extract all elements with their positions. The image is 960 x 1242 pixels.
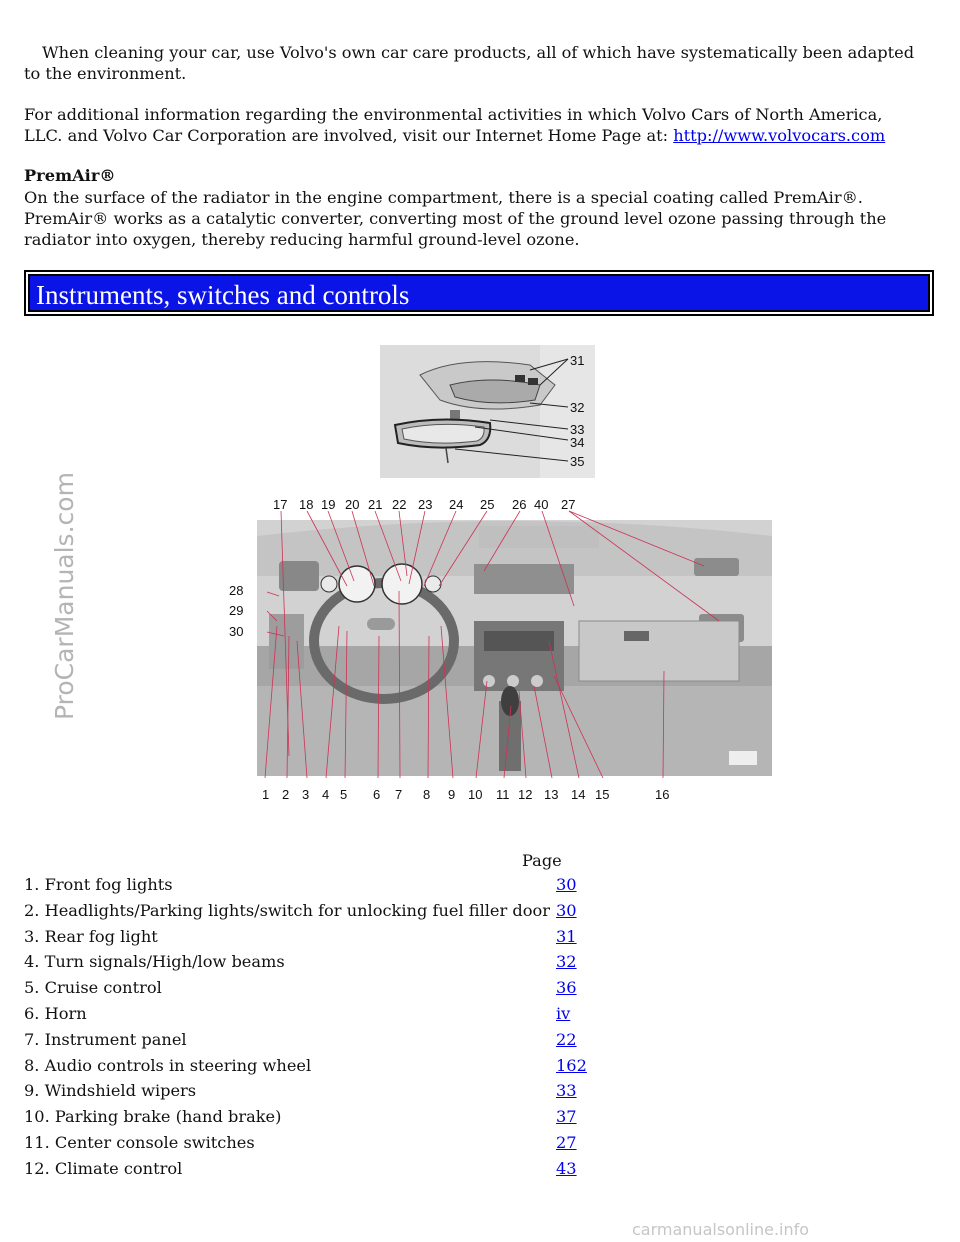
control-name: 4. Turn signals/High/low beams [24,952,285,972]
callout-34: 34 [570,435,585,450]
control-name: 6. Horn [24,1003,87,1023]
table-row [24,1029,587,1055]
page-link[interactable]: 32 [555,952,577,972]
table-row [24,1055,587,1081]
callout-27: 27 [561,497,576,512]
environment-info-paragraph [24,104,924,146]
watermark-procarmanuals: ProCarManuals.com [50,472,79,720]
page-link[interactable]: 31 [555,926,577,946]
premair-paragraph: On the surface of the radiator in the engine compartment, there is a special coating called PremAir®. PremAir® works as a catalytic converter, converting most of the ground level ozone passing through the radiator into oxygen, thereby reducing harmful ground-level ozone. [24,188,887,249]
callout-16: 16 [655,787,670,802]
control-name: 1. Front fog lights [24,875,173,894]
callout-21: 21 [368,497,383,512]
page-link[interactable]: 43 [555,1158,577,1178]
environment-info-text: For additional information regarding the environmental activities in which Volvo Cars of North America, LLC. and Volvo Car Corporation are involved, visit our Internet Home Page at: [24,105,883,145]
page-cell [556,951,587,977]
callout-30: 30 [229,624,244,639]
table-row [24,1080,587,1106]
callout-24: 24 [449,497,464,512]
page-cell [556,977,587,1003]
callout-4: 4 [322,787,330,802]
control-name: 5. Cruise control [24,978,162,998]
page-cell [556,1132,587,1158]
control-name: 11. Center console switches [24,1132,255,1152]
callout-17: 17 [273,497,288,512]
watermark-carmanualsonline: carmanualsonline.info [632,1220,810,1239]
page-cell [556,1080,587,1106]
callout-6: 6 [373,787,381,802]
callout-23: 23 [418,497,433,512]
control-name: 9. Windshield wipers [24,1081,197,1101]
page-cell [556,1029,587,1055]
callout-28: 28 [229,583,244,598]
page-link[interactable]: 30 [555,900,577,920]
callout-5: 5 [340,787,348,802]
page-cell [556,1106,587,1132]
table-row [24,874,587,900]
mirror-illustration [380,345,595,478]
callout-13: 13 [544,787,559,802]
page-link[interactable]: 30 [555,875,577,894]
callout-2: 2 [282,787,290,802]
callout-32: 32 [570,400,585,415]
section-banner [24,270,934,316]
page-link[interactable]: iv [555,1003,571,1023]
callout-14: 14 [571,787,586,802]
page-link[interactable]: 33 [555,1081,577,1101]
table-row [24,1106,587,1132]
callout-15: 15 [595,787,610,802]
control-name: 10. Parking brake (hand brake) [24,1107,282,1127]
callout-9: 9 [448,787,456,802]
control-name: 3. Rear fog light [24,926,158,946]
callout-40: 40 [534,497,549,512]
callout-12: 12 [518,787,533,802]
controls-index-table [24,874,587,1184]
callout-25: 25 [480,497,495,512]
volvo-website-link[interactable]: http://www.volvocars.com [673,126,886,145]
page-cell [556,1158,587,1184]
callout-3: 3 [302,787,310,802]
table-row [24,900,587,926]
premair-heading: PremAir® [24,166,116,185]
page-cell [556,900,587,926]
page-link[interactable]: 36 [555,978,577,998]
page-link[interactable]: 162 [555,1055,587,1075]
callout-33: 33 [570,422,585,437]
callout-35: 35 [570,454,585,469]
control-name: 2. Headlights/Parking lights/switch for unlocking fuel filler door [24,900,550,920]
section-title: Instruments, switches and controls [28,274,930,312]
dashboard-illustration [229,496,774,806]
callout-19: 19 [321,497,336,512]
table-row [24,1158,587,1184]
page-cell [556,1003,587,1029]
page-link[interactable]: 27 [555,1132,577,1152]
table-row [24,926,587,952]
care-products-paragraph: When cleaning your car, use Volvo's own car care products, all of which have systematically been adapted to the environment. [24,43,915,83]
callout-29: 29 [229,603,244,618]
control-name: 7. Instrument panel [24,1029,187,1049]
table-row [24,1003,587,1029]
table-row [24,951,587,977]
toc-page-column-header: Page [522,851,562,870]
table-row [24,1132,587,1158]
callout-18: 18 [299,497,314,512]
callout-8: 8 [423,787,431,802]
callout-11: 11 [496,787,510,802]
page-cell [556,874,587,900]
page-link[interactable]: 22 [555,1029,577,1049]
control-name: 8. Audio controls in steering wheel [24,1055,312,1075]
page-link[interactable]: 37 [555,1107,577,1127]
table-row [24,977,587,1003]
callout-22: 22 [392,497,407,512]
callout-7: 7 [395,787,403,802]
page-cell [556,1055,587,1081]
callout-26: 26 [512,497,527,512]
callout-31: 31 [570,353,585,368]
callout-20: 20 [345,497,360,512]
callout-10: 10 [468,787,483,802]
page-cell [556,926,587,952]
control-name: 12. Climate control [24,1158,183,1178]
callout-1: 1 [262,787,270,802]
